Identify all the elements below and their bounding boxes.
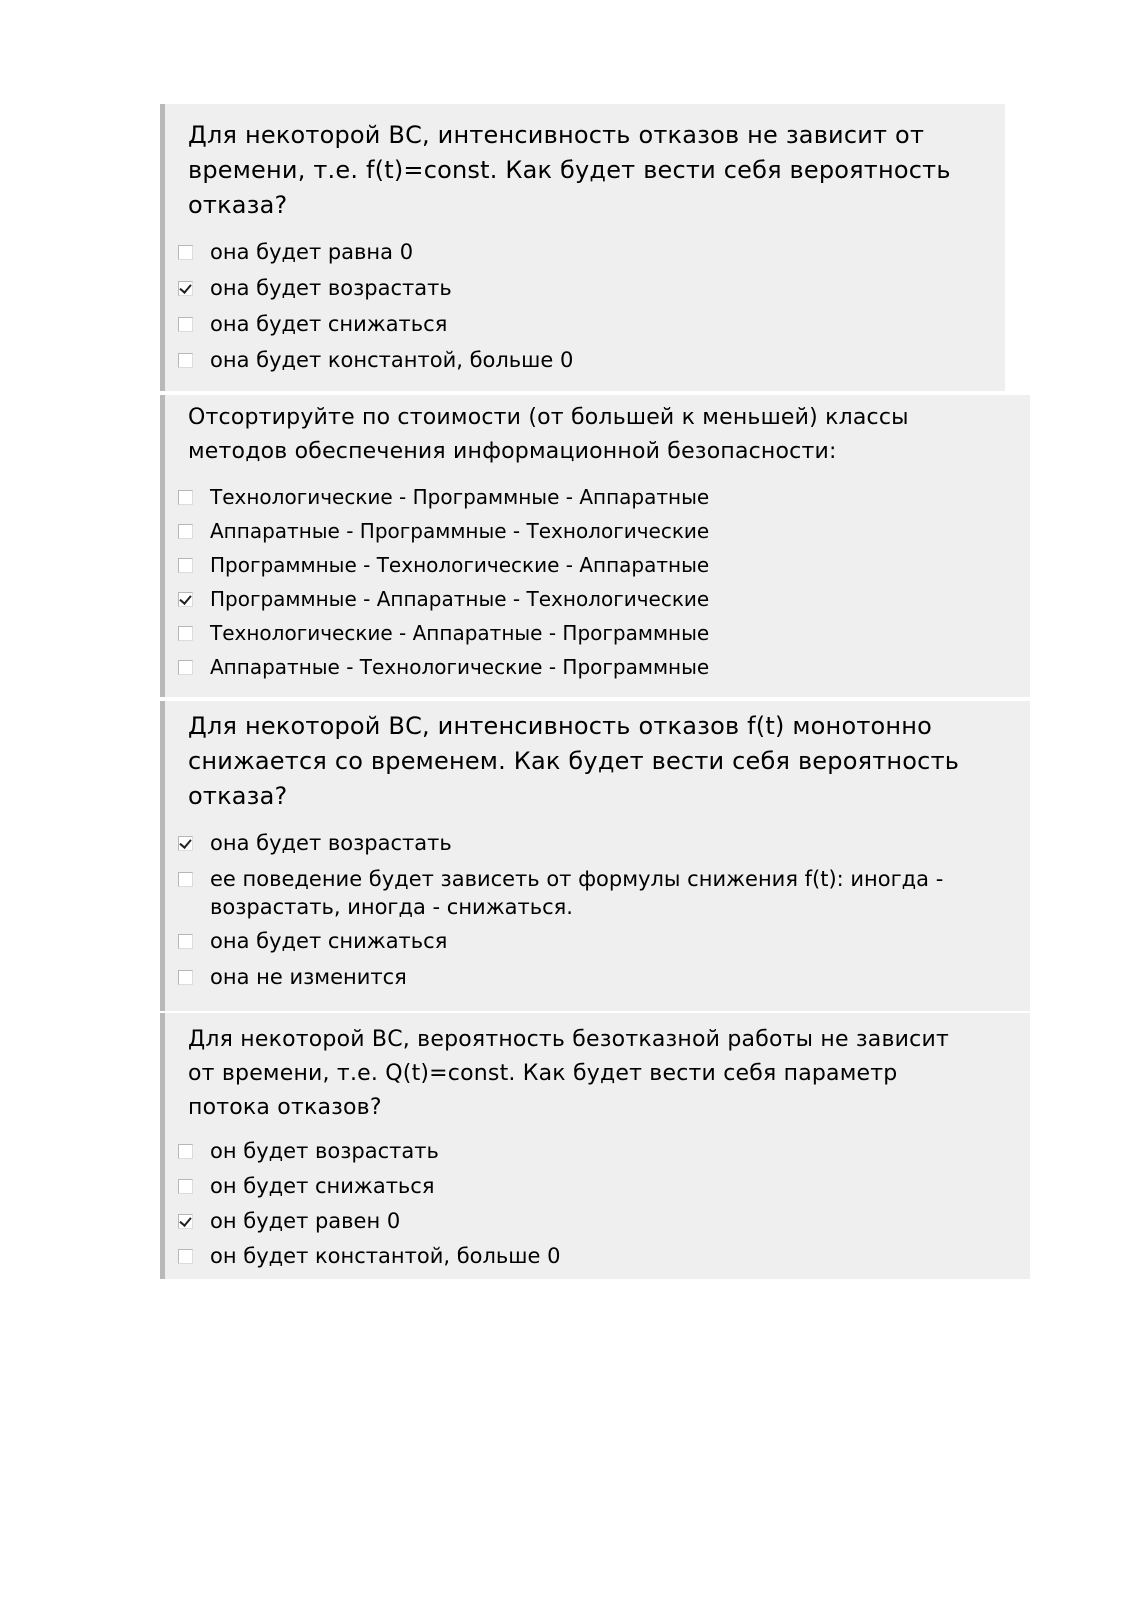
answer-option[interactable]	[178, 653, 1022, 681]
answer-option[interactable]	[178, 829, 1022, 857]
answer-label: ее поведение будет зависеть от формулы снижения f(t): иногда - возрастать, иногда - снижаться.	[210, 867, 944, 919]
checkbox[interactable]	[178, 281, 193, 296]
answer-label: Технологические - Аппаратные - Программные	[210, 621, 710, 645]
checkbox[interactable]	[178, 1144, 193, 1159]
answer-option[interactable]	[178, 551, 1022, 579]
answer-label: Программные - Аппаратные - Технологические	[210, 587, 710, 611]
answer-label: он будет снижаться	[210, 1174, 435, 1198]
checkbox[interactable]	[178, 660, 193, 675]
checkbox[interactable]	[178, 353, 193, 368]
answer-option[interactable]	[178, 310, 997, 338]
answer-option[interactable]	[178, 1137, 1022, 1165]
answer-option[interactable]	[178, 517, 1022, 545]
answer-label: он будет возрастать	[210, 1139, 439, 1163]
answer-label: Аппаратные - Технологические - Программные	[210, 655, 710, 679]
checkbox[interactable]	[178, 592, 193, 607]
checkbox[interactable]	[178, 490, 193, 505]
answer-label: она не изменится	[210, 965, 407, 989]
answer-option[interactable]	[178, 346, 997, 374]
answer-label: она будет снижаться	[210, 312, 448, 336]
answer-list	[178, 238, 997, 374]
checkbox[interactable]	[178, 1249, 193, 1264]
answer-label: она будет возрастать	[210, 276, 452, 300]
answer-option[interactable]	[178, 483, 1022, 511]
answer-option[interactable]	[178, 274, 997, 302]
question-3	[160, 701, 1030, 1011]
question-text: Для некоторой ВС, интенсивность отказов f(t) монотонно снижается со временем. Как будет вести себя вероятность отказа?	[188, 712, 960, 810]
answer-label: Аппаратные - Программные - Технологические	[210, 519, 710, 543]
answer-label: он будет равен 0	[210, 1209, 401, 1233]
checkbox[interactable]	[178, 1214, 193, 1229]
checkbox[interactable]	[178, 872, 193, 887]
answer-label: она будет снижаться	[210, 929, 448, 953]
checkbox[interactable]	[178, 1179, 193, 1194]
answer-option[interactable]	[178, 1172, 1022, 1200]
answer-label: она будет константой, больше 0	[210, 348, 574, 372]
question-text: Отсортируйте по стоимости (от большей к меньшей) классы методов обеспечения информационной безопасности:	[188, 405, 909, 464]
answer-label: Программные - Технологические - Аппаратные	[210, 553, 710, 577]
question-text: Для некоторой ВС, интенсивность отказов не зависит от времени, т.е. f(t)=const. Как будет вести себя вероятность отказа?	[188, 121, 951, 219]
answer-option[interactable]	[178, 585, 1022, 613]
checkbox[interactable]	[178, 317, 193, 332]
checkbox[interactable]	[178, 245, 193, 260]
checkbox[interactable]	[178, 934, 193, 949]
question-4	[160, 1013, 1030, 1279]
answer-option[interactable]	[178, 1242, 1022, 1270]
answer-option[interactable]	[178, 927, 1022, 955]
question-text: Для некоторой ВС, вероятность безотказной работы не зависит от времени, т.е. Q(t)=const. Как будет вести себя параметр потока отказов?	[188, 1027, 949, 1120]
answer-label: она будет равна 0	[210, 240, 414, 264]
answer-list	[178, 829, 1022, 991]
answer-label: Технологические - Программные - Аппаратные	[210, 485, 710, 509]
answer-option[interactable]	[178, 865, 1022, 921]
question-2	[160, 395, 1030, 697]
answer-option[interactable]	[178, 963, 1022, 991]
answer-option[interactable]	[178, 619, 1022, 647]
checkbox[interactable]	[178, 626, 193, 641]
answer-list	[178, 1137, 1022, 1270]
checkbox[interactable]	[178, 970, 193, 985]
answer-option[interactable]	[178, 1207, 1022, 1235]
checkbox[interactable]	[178, 836, 193, 851]
answer-label: она будет возрастать	[210, 831, 452, 855]
checkbox[interactable]	[178, 524, 193, 539]
answer-list	[178, 483, 1022, 681]
checkbox[interactable]	[178, 558, 193, 573]
answer-option[interactable]	[178, 238, 997, 266]
question-1	[160, 104, 1005, 391]
answer-label: он будет константой, больше 0	[210, 1244, 561, 1268]
